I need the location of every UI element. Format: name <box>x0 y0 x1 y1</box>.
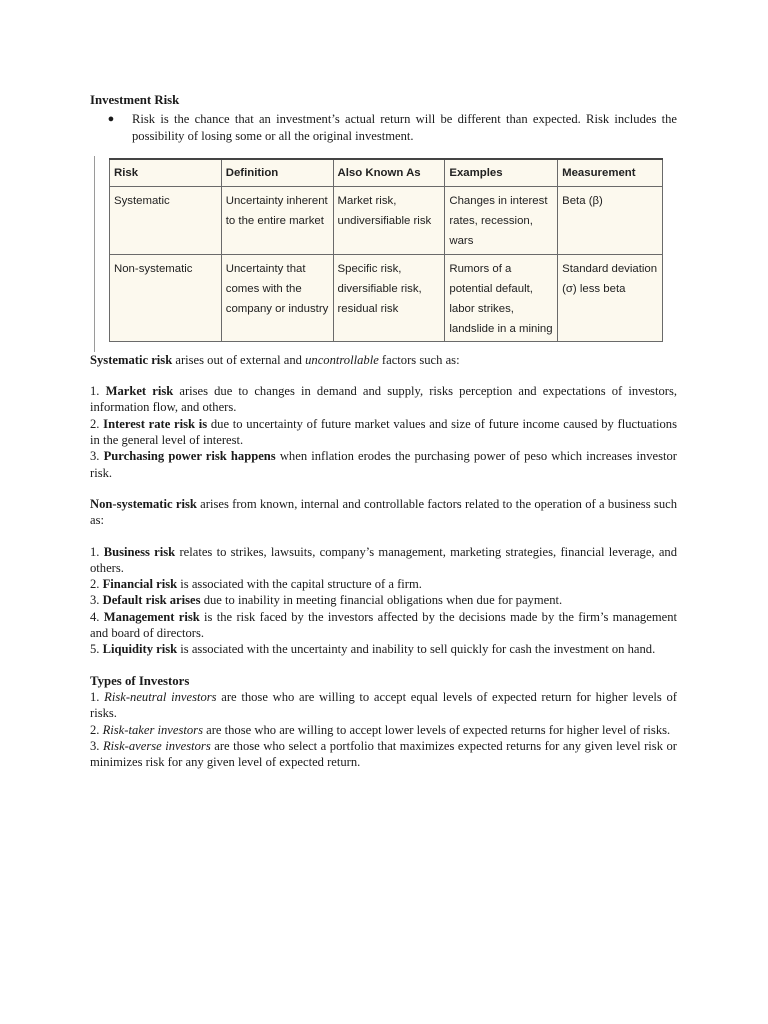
list-item: 3. Default risk arises due to inability in meeting financial obligations when due for payment. <box>90 593 563 608</box>
table-cell: Beta (β) <box>558 186 663 254</box>
table-cell: Changes in interest rates, recession, wars <box>445 186 558 254</box>
table-border-line <box>94 156 95 352</box>
list-item: 1. Risk-neutral investors are those who are willing to accept equal levels of expected return for higher levels of risks. <box>90 689 677 721</box>
document-page <box>90 92 677 770</box>
list-item: 5. Liquidity risk is associated with the uncertainty and inability to sell quickly for cash the investment on hand. <box>90 642 656 657</box>
list-item: 3. Purchasing power risk happens when inflation erodes the purchasing power of peso which increases investor risk. <box>90 449 678 480</box>
table-cell: Systematic <box>110 186 222 254</box>
header-examples: Examples <box>445 159 558 187</box>
intro-text: Risk is the chance that an investment’s actual return will be different than expected. Risk includes the possibility of losing some or all the original investment. <box>132 112 677 143</box>
table-cell: Market risk, undiversifiable risk <box>333 186 445 254</box>
list-item: 2. Financial risk is associated with the capital structure of a firm. <box>90 577 422 592</box>
systematic-intro <box>90 352 677 368</box>
term-italic: uncontrollable <box>305 352 379 367</box>
table-cell: Specific risk, diversifiable risk, residual risk <box>333 254 445 341</box>
header-definition: Definition <box>221 159 333 187</box>
text-span: arises from known, internal and controllable factors related to the operation of a business such as: <box>90 496 678 528</box>
risk-table <box>109 158 663 342</box>
section-title: Investment Risk <box>90 93 180 107</box>
term-bold: Non-systematic risk <box>90 496 197 511</box>
term-bold: Systematic risk <box>90 352 173 367</box>
nonsystematic-intro <box>90 496 677 529</box>
list-item: 2. Interest rate risk is due to uncertainty of future market values and size of future income caused by fluctuations in the general level of interest. <box>90 416 677 448</box>
table-cell: Uncertainty inherent to the entire market <box>221 186 333 254</box>
list-item: 3. Risk-averse investors are those who select a portfolio that maximizes expected returns for any given level risk or minimizes risk for any given level of expected return. <box>90 738 678 770</box>
list-item: 1. Market risk arises due to changes in demand and supply, risks perception and expectations of investors, information flow, and others. <box>90 384 677 415</box>
table-cell: Standard deviation (σ) less beta <box>558 254 663 341</box>
header-risk: Risk <box>110 159 222 187</box>
investors-heading: Types of Investors <box>90 673 190 688</box>
table-cell: Non-systematic <box>110 254 222 341</box>
text-span: arises out of external and <box>172 352 306 367</box>
bullet-icon: ● <box>107 113 115 126</box>
list-item: 2. Risk-taker investors are those who are willing to accept lower levels of expected returns for higher level of risks. <box>90 722 671 737</box>
list-item: 4. Management risk is the risk faced by the investors affected by the decisions made by the firm’s management and board of directors. <box>90 609 678 641</box>
table-row <box>110 186 663 254</box>
table-header-row <box>110 159 663 187</box>
header-measurement: Measurement <box>558 159 663 187</box>
intro-bullet <box>90 111 677 144</box>
list-item: 1. Business risk relates to strikes, lawsuits, company’s management, marketing strategies, financial leverage, and others. <box>90 544 678 575</box>
text-span: factors such as: <box>378 352 460 367</box>
risk-table-wrapper <box>94 158 674 342</box>
table-cell: Uncertainty that comes with the company or industry <box>221 254 333 341</box>
table-row <box>110 254 663 341</box>
table-cell: Rumors of a potential default, labor strikes, landslide in a mining <box>445 254 558 341</box>
header-also-known-as: Also Known As <box>333 159 445 187</box>
